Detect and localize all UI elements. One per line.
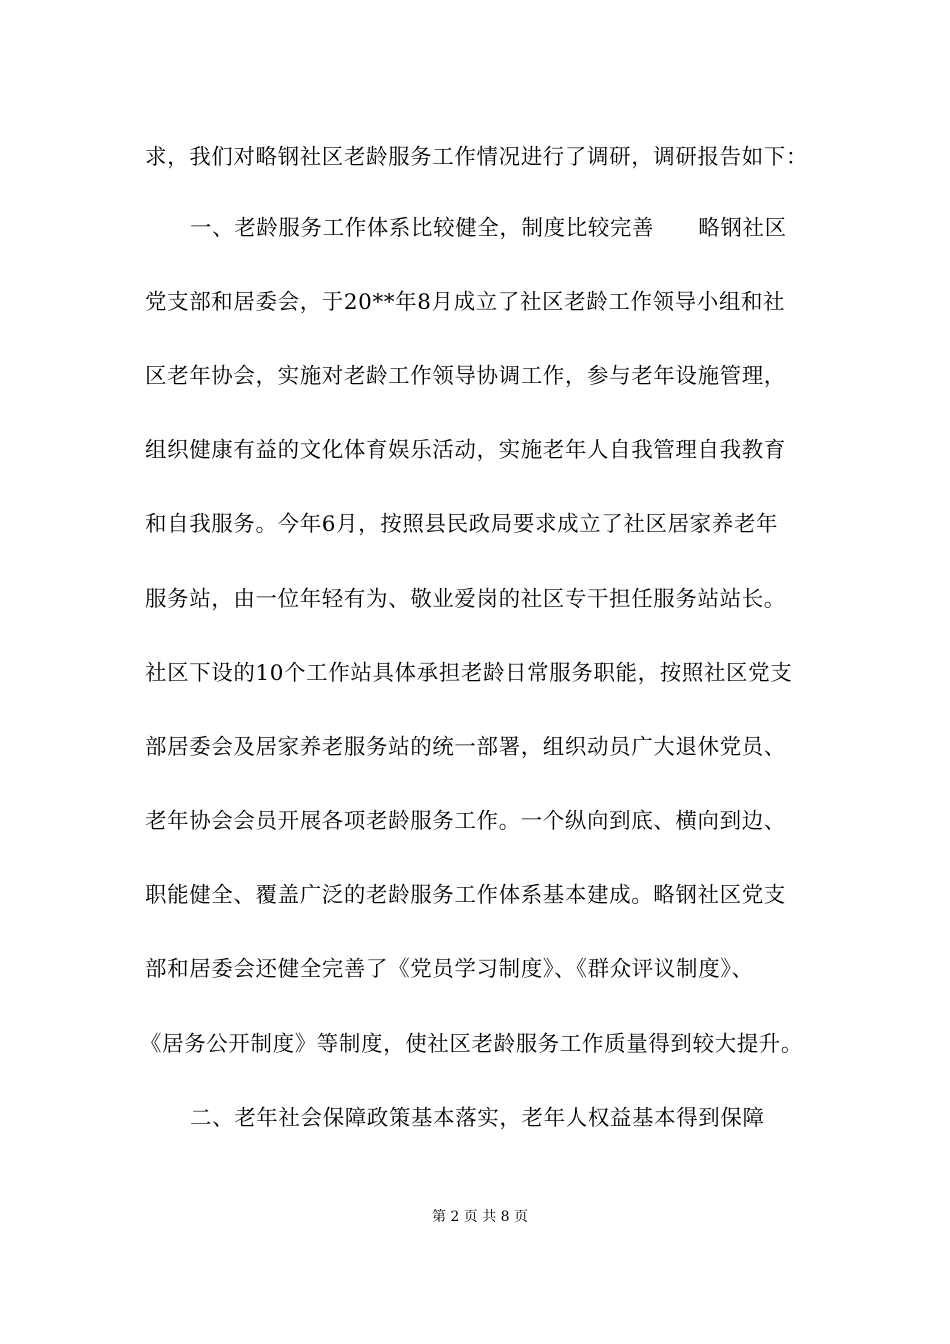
text-line: 《居务公开制度》等制度，使社区老龄服务工作质量得到较大提升。: [140, 1032, 804, 1057]
text-line: 部居委会及居家养老服务站的统一部署，组织动员广大退休党员、: [145, 735, 786, 760]
text-line: 和自我服务。今年6月，按照县民政局要求成立了社区居家养老年: [145, 512, 779, 537]
page-number: 第 2 页 共 8 页: [431, 1209, 529, 1225]
text-line: 求，我们对略钢社区老龄服务工作情况进行了调研，调研报告如下：: [145, 145, 809, 170]
text-line: 组织健康有益的文化体育娱乐活动，实施老年人自我管理自我教育: [145, 438, 786, 463]
text-line: 职能健全、覆盖广泛的老龄服务工作体系基本建成。略钢社区党支: [145, 883, 786, 908]
text-line: 服务站，由一位年轻有为、敬业爱岗的社区专干担任服务站站长。: [145, 587, 786, 612]
text-line: 党支部和居委会，于20**年8月成立了社区老龄工作领导小组和社: [145, 290, 786, 315]
text-line: 社区下设的10个工作站具体承担老龄日常服务职能，按照社区党支: [145, 661, 793, 686]
section-heading-2: 二、老年社会保障政策基本落实，老年人权益基本得到保障: [190, 1106, 765, 1131]
section-heading-1: 一、老龄服务工作体系比较健全，制度比较完善 略钢社区: [190, 216, 787, 241]
text-line: 部和居委会还健全完善了《党员学习制度》、《群众评议制度》、: [145, 957, 754, 982]
text-line: 老年协会会员开展各项老龄服务工作。一个纵向到底、横向到边、: [145, 809, 786, 834]
text-line: 区老年协会，实施对老龄工作领导协调工作，参与老年设施管理，: [145, 364, 786, 389]
